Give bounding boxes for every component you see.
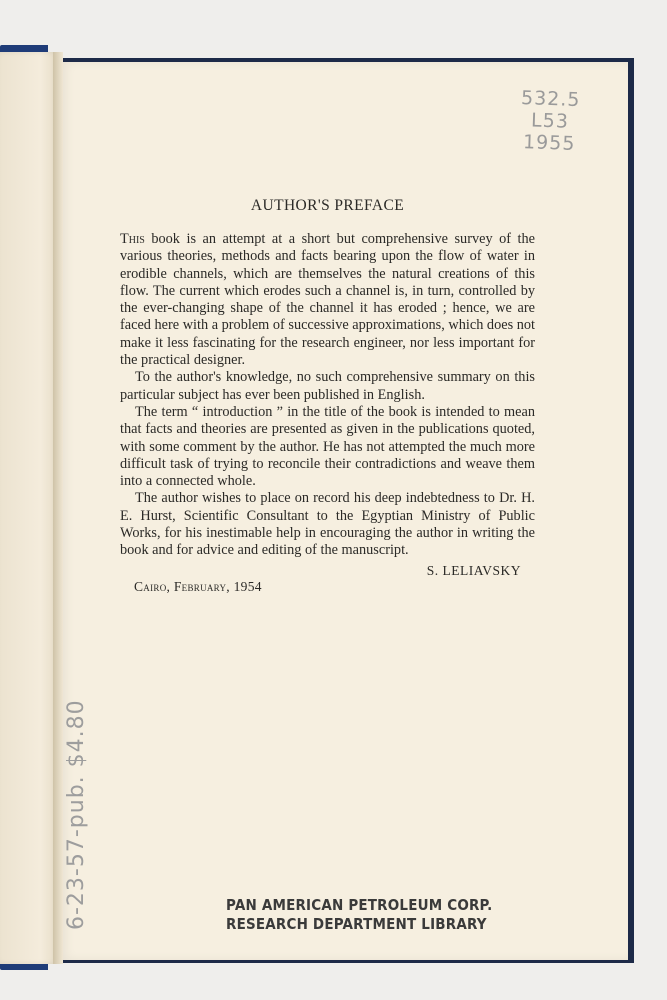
preface-title: AUTHOR'S PREFACE <box>250 197 405 214</box>
dateline: Cairo, February, 1954 <box>134 578 262 594</box>
preface-paragraph-2: To the author's knowledge, no such comprehensive summary on this particular subject has ever been published in English. <box>120 369 535 403</box>
page-gutter <box>53 52 63 964</box>
preface-paragraph-3: The term “ introduction ” in the title of the book is intended to mean that facts and theories are presented as given in the publications quoted, with some comment by the author. He has not attempted the much more difficult task of trying to reconcile their contradictions and weave them into a connected whole. <box>120 403 535 490</box>
author-signature: S. LELIAVSKY <box>426 562 521 578</box>
preface-paragraph-1 <box>120 231 535 369</box>
handwritten-call-number <box>494 86 606 156</box>
first-word: This <box>120 231 145 247</box>
call-number-line: 1955 <box>522 131 576 155</box>
preface-paragraph-4: The author wishes to place on record his deep indebtedness to Dr. H. E. Hurst, Scientific Consultant to the Egyptian Ministry of Public Works, for his inestimable help in encouraging the author in writing the book and for advice and editing of the manuscript. <box>120 490 535 559</box>
handwritten-margin-note: 6-23-57-pub. $4.80 <box>64 699 89 930</box>
left-page <box>0 52 58 964</box>
stamp-line-1: PAN AMERICAN PETROLEUM CORP. <box>226 896 493 914</box>
call-number-line: L53 <box>530 109 570 133</box>
stamp-line-2: RESEARCH DEPARTMENT LIBRARY <box>226 915 487 933</box>
paragraph-1-text: book is an attempt at a short but comprehensive survey of the various theories, methods and facts bearing upon the flow of water in erodible channels, which are themselves the natural creations of this flow. The current which erodes such a channel is, in turn, controlled by the ever-changing shape of the channel it has eroded ; hence, we are faced here with a problem of successive approximations, which does not make it less fascinating for the research engineer, nor less important for the practical designer. <box>120 231 535 369</box>
preface-content <box>120 197 535 595</box>
call-number-line: 532.5 <box>520 86 581 112</box>
library-stamp <box>226 896 492 934</box>
